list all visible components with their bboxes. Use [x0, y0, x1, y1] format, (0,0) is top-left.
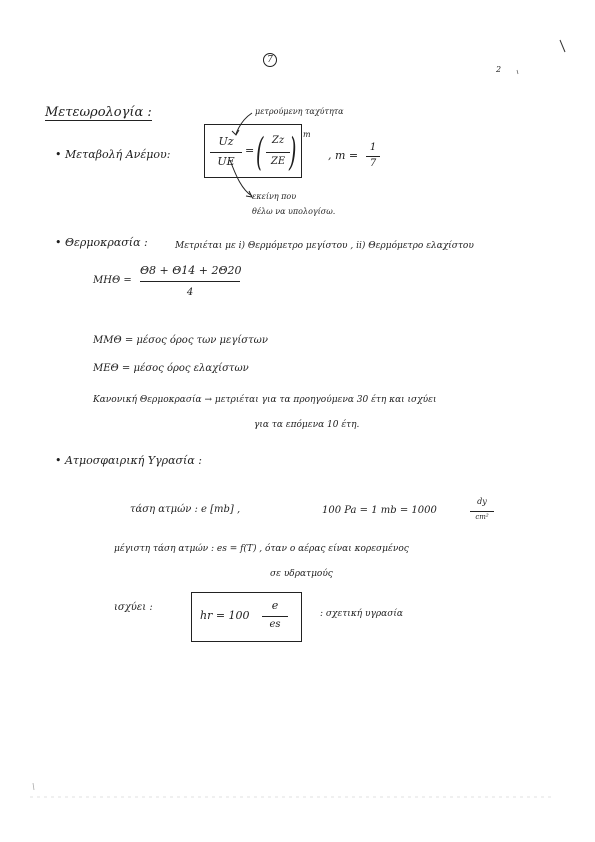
mmth-definition: ΜΜΘ = μέσος όρος των μεγίστων — [93, 335, 268, 346]
mhth-denominator: 4 — [186, 287, 194, 298]
zz-symbol: Zz — [271, 135, 285, 146]
page-number: 2 — [496, 65, 502, 74]
wind-note-top: μετρούμενη ταχύτητα — [255, 107, 344, 116]
section-heading: Μετεωρολογία : — [45, 105, 152, 120]
m-denominator: 7 — [369, 158, 377, 169]
hr-numerator: e — [271, 599, 279, 612]
conversion-denominator: cm² — [475, 513, 489, 521]
conversion-numerator: dy — [477, 497, 487, 506]
wind-note-bottom-1: εκείνη που — [252, 192, 297, 201]
meth-definition: ΜΕΘ = μέσος όρος ελαχίστων — [93, 363, 249, 374]
wind-bullet-label: • Μεταβολή Ανέμου: — [55, 148, 171, 161]
temperature-bullet-label: • Θερμοκρασία : — [55, 236, 148, 249]
normal-temperature-2: για τα επόμενα 10 έτη. — [254, 420, 360, 430]
max-vapor-pressure: μέγιστη τάση ατμών : es = f(T) , όταν ο αέρας είναι κορεσμένος — [114, 544, 409, 554]
normal-temperature-1: Κανονική Θερμοκρασία → μετριέται για τα προηγούμενα 30 έτη και ισχύει — [93, 395, 437, 405]
unit-conversion: 100 Pa = 1 mb = 1000 — [322, 505, 437, 516]
exponent-m: m — [303, 130, 311, 139]
hr-denominator: es — [269, 619, 281, 630]
mhth-numerator: Θ8 + Θ14 + 2Θ20 — [140, 264, 242, 277]
holds-label: ισχύει : — [114, 602, 153, 613]
paren-left: ( — [256, 130, 264, 174]
m-equals: , m = — [328, 149, 359, 162]
m-numerator: 1 — [369, 142, 377, 153]
humidity-bullet-label: • Ατμοσφαιρική Υγρασία : — [55, 454, 203, 467]
relative-humidity-label: : σχετική υγρασία — [320, 609, 403, 619]
circled-page-label: 7 — [263, 53, 277, 67]
wind-note-bottom-2: θέλω να υπολογίσω. — [252, 207, 336, 216]
max-vapor-pressure-2: σε υδρατμούς — [270, 569, 333, 579]
mhth-label: ΜΗΘ = — [93, 275, 132, 286]
hr-label: hr = 100 — [200, 609, 250, 622]
temperature-thermometers: Μετριέται με i) Θερμόμετρο μεγίστου , ii) Θερμόμετρο ελαχίστου — [175, 241, 474, 251]
wind-equals: = — [245, 144, 255, 157]
ze-symbol: ZE — [270, 156, 286, 167]
vapor-pressure: τάση ατμών : e [mb] , — [130, 504, 241, 515]
paren-right: ) — [289, 130, 297, 174]
ue-symbol: UE — [217, 155, 235, 168]
uz-symbol: Uz — [218, 135, 234, 148]
